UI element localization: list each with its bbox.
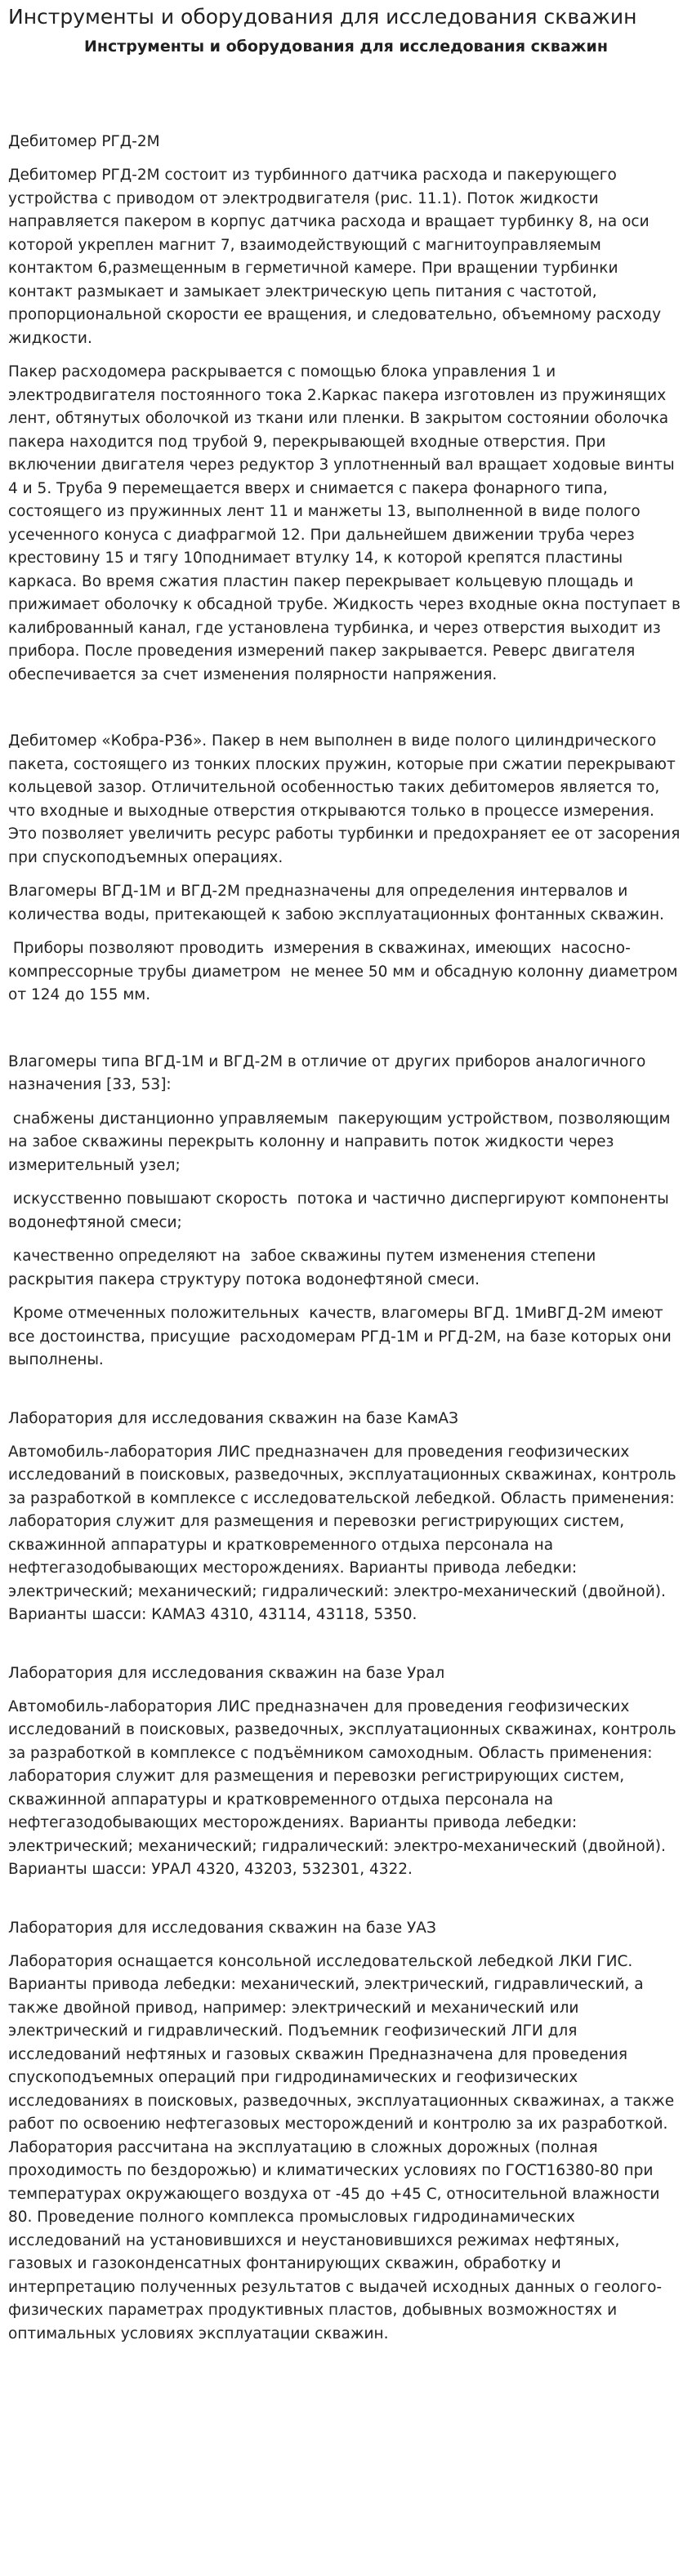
list-item: искусственно повышают скорость потока и частично диспергируют компоненты водонефтяной смеси;	[8, 1190, 674, 1231]
section-ural	[8, 1662, 682, 1882]
paragraph: Влагомеры типа ВГД-1М и ВГД-2М в отличие от других приборов аналогичного назначения [33, 53]:	[8, 1052, 651, 1093]
section-kobra	[8, 730, 685, 1008]
section-heading: Дебитомер РГД-2М	[8, 133, 160, 150]
paragraph: Автомобиль-лаборатория ЛИС предназначен для проведения геофизических исследований в поисковых, разведочных, эксплуатационных скважинах, контроль за разработкой в комплексе с исследовательской лебедкой. Область применения: лаборатория служит для размещения и перевозки регистрирующих систем, скважинной аппаратуры и кратковременного отдыха персонала на нефтегазодобывающих месторождениях. Варианты привода лебедки: электрический; механический; гидралический: электро-механический (двойной). Варианты шасси: КАМАЗ 4310, 43114, 43118, 5350.	[8, 1443, 681, 1623]
section-heading: Лаборатория для исследования скважин на базе КамАЗ	[8, 1409, 458, 1427]
paragraph: Приборы позволяют проводить измерения в скважинах, имеющих насосно-компрессорные трубы диаметром не менее 50 мм и обсадную колонну диаметром от 124 до 155 мм.	[8, 940, 683, 1003]
page-subtitle: Инструменты и оборудования для исследования скважин	[84, 38, 608, 56]
section-kamaz	[8, 1408, 682, 1627]
section-heading: Лаборатория для исследования скважин на базе Урал	[8, 1664, 445, 1682]
spacer	[8, 1383, 682, 1408]
list-item: качественно определяют на забое скважины путем изменения степени раскрытия пакера структуру потока водонефтяной смеси.	[8, 1248, 601, 1288]
spacer	[8, 1018, 682, 1051]
paragraph: Лаборатория оснащается консольной исследовательской лебедкой ЛКИ ГИС. Варианты привода лебедки: механический, электрический, гидравлический, а также двойной привод, например: электрический и механический или электрический и гидравлический. Подъемник геофизический ЛГИ для исследований нефтяных и газовых скважин Предназначена для проведения спускоподъемных операций при гидродинамических и геофизических исследованиях в поисковых, разведочных, эксплуатационных скважинах, а также работ по освоению нефтегазовых месторождений и контролю за их разработкой. Лаборатория рассчитана на эксплуатацию в сложных дорожных (полная проходимость по бездорожью) и климатических условиях по ГОСТ16380-80 при температурах окружающего воздуха от -45 до +45 С, относительной влажности 80. Проведение полного комплекса промысловых гидродинамических исследований на установившихся и неустановившихся режимах нефтяных, газовых и газоконденсатных фонтанирующих скважин, обработку и интерпретацию полученных результатов с выдачей исходных данных о геолого-физических параметрах продуктивных пластов, добывных возможностях и оптимальных условиях эксплуатации скважин.	[8, 1952, 679, 2342]
page-title: Инструменты и оборудования для исследования скважин	[8, 5, 637, 29]
section-uaz	[8, 1917, 682, 2347]
section-rgd-2m	[8, 131, 685, 687]
paragraph: Пакер расходомера раскрывается с помощью блока управления 1 и электродвигателя постоянного тока 2.Каркас пакера изготовлен из пружинящих лент, обтянутых оболочкой из ткани или пленки. В закрытом состоянии оболочка пакера находится под трубой 9, перекрывающей входные отверстия. При включении двигателя через редуктор 3 уплотненный вал вращает ходовые винты 4 и 5. Труба 9 перемещается вверх и снимается с пакера фонарного типа, состоящего из пружинных лент 11 и манжеты 13, выполненной в виде полого усеченного конуса с диафрагмой 12. При дальнейшем движении труба через крестовину 15 и тягу 10поднимает втулку 14, к которой крепятся пластины каркаса. Во время сжатия пластин пакер перекрывает кольцевую площадь и прижимает оболочку к обсадной трубе. Жидкость через входные окна поступает в калиброванный канал, где установлена турбинка, и через отверстия выходит из прибора. После проведения измерений пакер закрывается. Реверс двигателя обеспечивается за счет изменения полярности напряжения.	[8, 363, 685, 683]
paragraph: Дебитомер РГД-2М состоит из турбинного датчика расхода и пакерующего устройства с приводом от электродвигателя (рис. 11.1). Поток жидкости направляется пакером в корпус датчика расхода и вращает турбинку 8, на оси которой укреплен магнит 7, взаимодействующий с магнитоуправляемым контактом 6,размещенным в герметичной камере. При вращении турбинки контакт размыкает и замыкает электрическую цепь питания с частотой, пропорциональной скорости ее вращения, и следовательно, объемному расходу жидкости.	[8, 167, 666, 347]
spacer	[8, 1638, 682, 1662]
section-heading: Лаборатория для исследования скважин на базе УАЗ	[8, 1919, 436, 1937]
section-vgd	[8, 1051, 682, 1373]
spacer	[8, 697, 682, 730]
paragraph: Автомобиль-лаборатория ЛИС предназначен для проведения геофизических исследований в поисковых, разведочных, эксплуатационных скважинах, контроль за разработкой в комплексе с подъёмником самоходным. Область применения: лаборатория служит для размещения и перевозки регистрирующих систем, скважинной аппаратуры и кратковременного отдыха персонала на нефтегазодобывающих месторождениях. Варианты привода лебедки: электрический; механический; гидралический: электро-механический (двойной). Варианты шасси: УРАЛ 4320, 43203, 532301, 4322.	[8, 1697, 681, 1878]
spacer	[8, 1893, 682, 1917]
paragraph: Дебитомер «Кобра-Р36». Пакер в нем выполнен в виде полого цилиндрического пакета, состоящего из тонких плоских пружин, которые при сжатии перекрывают кольцевой зазор. Отличительной особенностью таких дебитомеров является то, что входные и выходные отверстия открываются только в процессе измерения. Это позволяет увеличить ресурс работы турбинки и предохраняет ее от засорения при спускоподъемных операциях.	[8, 732, 685, 866]
paragraph: Кроме отмеченных положительных качеств, влагомеры ВГД. 1МиВГД-2М имеют все достоинства, присущие расходомерам РГД-1М и РГД-2М, на базе которых они выполнены.	[8, 1305, 676, 1368]
paragraph: Влагомеры ВГД-1М и ВГД-2М предназначены для определения интервалов и количества воды, притекающей к забою эксплуатационных фонтанных скважин.	[8, 883, 664, 923]
list-item: снабжены дистанционно управляемым пакерующим устройством, позволяющим на забое скважины перекрыть колонну и направить поток жидкости через измерительный узел;	[8, 1110, 676, 1174]
article-body	[8, 131, 685, 2356]
